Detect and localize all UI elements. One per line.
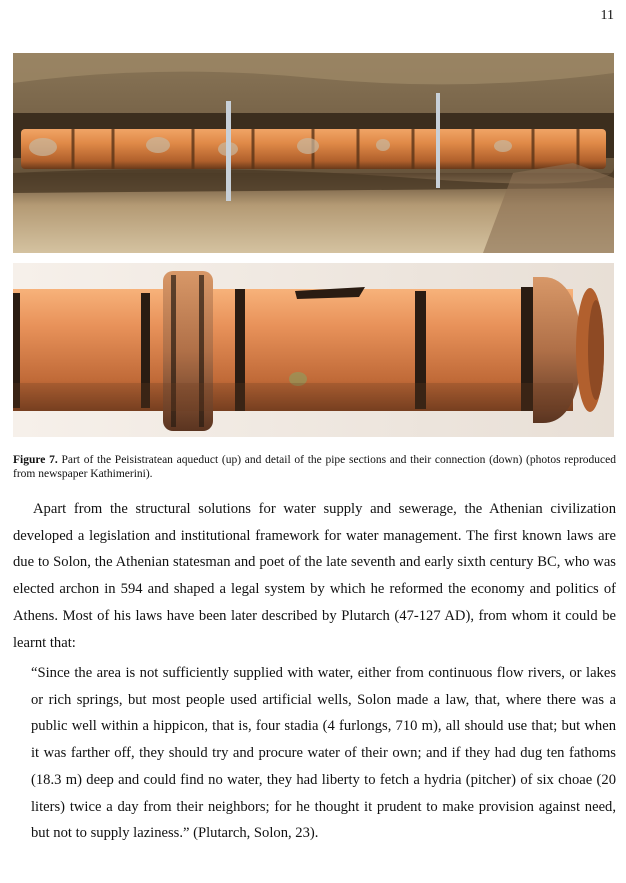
pipe-detail-photo: [13, 263, 614, 437]
figure-caption-text: Part of the Peisistratean aqueduct (up) and detail of the pipe sections and their connection (down) (photos reproduced from newspaper Kathimerini).: [13, 454, 617, 480]
body-paragraph-1: Apart from the structural solutions for water supply and sewerage, the Athenian civilization developed a legislation and institutional framework for water management. The first known laws are due to Solon, the Athenian statesman and poet of the late seventh and early sixth century BC, who was elected archon in 594 and shaped a legal system by which he reformed the economy and politics of Athens. Most of his laws have been later described by Plutarch (47-127 AD), from whom it could be learnt that:: [13, 501, 616, 651]
plutarch-quote: “Since the area is not sufficiently supplied with water, either from continuous flow rivers, or lakes or rich springs, but most people used artificial wells, Solon made a law, that, where there was a public well within a hippicon, that is, four stadia (4 furlongs, 710 m), all should use that; but when it was farther off, they should try and procure water of their own; and if they had dug ten fathoms (18.3 m) deep and could find no water, they had liberty to fetch a hydria (pitcher) of six choae (20 liters) twice a day from their neighbors; for he thought it prudent to make provision against need, but not to supply laziness.” (Plutarch, Solon, 23).: [31, 665, 616, 842]
page-number: 11: [600, 8, 614, 23]
figure-caption: [13, 453, 616, 481]
aqueduct-trench-photo: [13, 53, 614, 253]
figure-label: Figure 7.: [13, 454, 58, 466]
